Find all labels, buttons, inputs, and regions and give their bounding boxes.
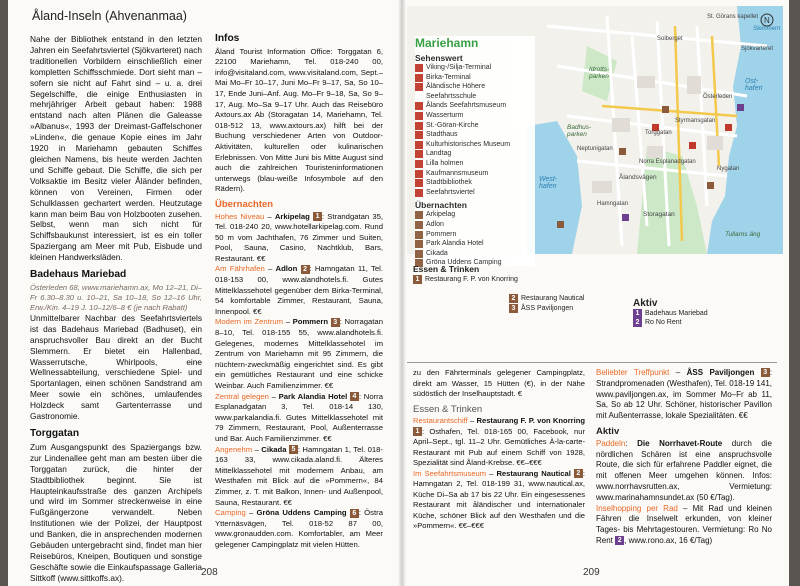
treff-text: : Strandpromenaden (Westhafen), Tel. 018-19 141, www.paviljongen.ax, im Sommer Mo–Fr ab 11, Sa, So ab 12 Uhr. Schöner, historischer Pavillon mit Außenterrasse, lokale Spezialitäten. €€ xyxy=(596,368,772,421)
city-map xyxy=(407,6,783,267)
map-label-tullarns: Tullarns äng xyxy=(725,231,761,238)
hotel-lead: Am Fährhafen xyxy=(215,264,265,274)
legend-hotel-label: Arkipelag xyxy=(426,211,456,219)
aktiv-heading: Aktiv xyxy=(596,425,620,437)
hotel-num: 4 xyxy=(350,392,359,401)
hotel-lead: Camping xyxy=(215,508,246,518)
legend-sight-label: Ålands Seefahrtsmuseum xyxy=(426,102,507,110)
legend-sight-item xyxy=(415,82,535,101)
essen-legend-right-list xyxy=(509,294,584,313)
legend-activity-item xyxy=(633,309,708,319)
hotel-name: Arkipelag xyxy=(274,211,310,221)
legend-food-num: 2 xyxy=(509,294,518,303)
hotel-num: 5 xyxy=(289,445,298,454)
hotel-num: 2 xyxy=(301,265,310,274)
legend-sight-label: Åländische Höhere Seefahrtsschule xyxy=(426,83,486,100)
aktiv-legend xyxy=(633,296,708,328)
hotel-text: : Norra Esplanadgatan 3, Tel. 018-14 130, www.parkalandia.fi. Gutes Mittelklassehotel mit 79 Zimmern, Restaurant, Pool, Außenterrasse und Bar. Auch Familienzimmer. €€ xyxy=(215,391,383,443)
intro-paragraph: Nahe der Bibliothek entstand in den letzten Jahren ein Seefahrtsviertel (Sjökvarteret) nach traditionellen Vorbildern einschließlich einer kompletten Schiffsschmiede. Dort sieht man – sofern sie nicht auf Fahrt sind – u. a. drei Segelschiffe, die einige Enthusiasten in mehrjähriger Arbeit gebaut haben: 1988 entstand nach alten Plänen die Galeasse »Albanus«, 1993 der Dreimast-Gaffelschoner »Linden«, die genaue Kopie eines im Jahr 1920 in Mariehamn gebauten Schiffes gleichen Namens, bis heute werden Jachten und Schiffe gebaut. Die Schiffe, die sich per Volksaktie im Besitz vieler Åländer befinden, können von Vereinen, Firmen oder Schulklassen gechartert werden. Heutzutage kann man beim Bau von Holzbooten zusehen. Selbst, wenn man sich nicht für Schiffsbaukunst interessiert, ist es ein toller Spaziergang am Meer mit Pub, Eisbude und kleinen Handwerksläden. xyxy=(30,34,202,263)
map-label-solberget: Solberget xyxy=(657,36,683,42)
hotel-num: 1 xyxy=(313,212,322,221)
legend-square-icon xyxy=(415,250,423,258)
legend-sight-label: Seefahrtsviertel xyxy=(426,188,475,196)
hotel-lead: Angenehm xyxy=(215,444,253,454)
treff-lead: Beliebter Treffpunkt xyxy=(596,368,670,377)
page-number-right: 209 xyxy=(583,567,600,578)
paddeln-name: Die Norrhavet-Route xyxy=(637,438,723,448)
legend-sight-item xyxy=(415,121,535,131)
uebernachten-legend-heading: Übernachten xyxy=(415,200,467,211)
map-label-neptunigatan: Neptunigatan xyxy=(577,146,613,152)
treff-entry: Beliebter Treffpunkt – ÅSS Paviljongen 3 : Strandpromenaden (Westhafen), Tel. 018-19 141, www.paviljongen.ax, im Sommer Mo–Fr ab 11, Sa, So ab 12 Uhr. Schöner, historischer Pavillon mit Außenterrasse, lokale Spezialitäten. €€ xyxy=(596,368,772,421)
torggatan-text: Zum Ausgangspunkt des Spaziergangs bzw. zur Lindenallee geht man am besten über die Torggatan zurück, die hinter der Stadtbibliothek beginnt. Sie ist Haupteinkaufsstraße des ganzen Archipels und wird im Sommer streckenweise in eine Fußgängerzone verwandelt. Neben Institutionen wie der Polizei, der Hauptpost und Banken, die in ansprechenden modernen Gebäuden untergebracht sind, findet man hier Reisebüros, Kneipen, Boutiquen und sonstige Geschäfte sowie die Einkaufspassage Galleria Sittkoff (www.sittkoffs.ax). xyxy=(30,441,202,583)
legend-hotel-item xyxy=(415,249,535,259)
paddeln-text: durch die nördlichen Schären ist eine anspruchsvolle Route, die sich für erfahrene Paddler eignet, die mit offenen Meer umgehen können. Infos: www.norrhavsrutten.ax, Vermietung: www.marinahamnsundet.ax (50 €/Tag). xyxy=(596,438,772,502)
legend-hotel-item xyxy=(415,220,535,230)
map-legend xyxy=(415,36,535,266)
hotel-lead: Modern im Zentrum xyxy=(215,317,284,327)
legend-sight-label: Viking-/Silja-Terminal xyxy=(426,64,492,71)
map-label-torggatan: Torggatan xyxy=(645,130,672,136)
infos-text: Åland Tourist Information Office: Torggatan 6, 22100 Mariehamn, Tel. 018-240 00, info@visitaland.com, www.visitaland.com, Sept.–Mai Mo–Fr 10–17, Juni Mo–Fr 9–17, Sa, So 10–17, Ende Juni–Anf. Aug. Mo–Fr 9–18, Sa, So 9–17, Aug. Mo–Sa 9–17 Uhr. Auch das Reisebüro Axtours.ax Ab (Storagatan 14, Mariehamn, Tel. 018-512 13, www.axtours.ax) hilft bei der Buchung verschiedener Arten von Outdoor-Aktivitäten, kulturellen oder kulinarischen Erlebnissen. Von Mitte Juni bis Mitte August sind auch die zahlreichen Touristeninformationen unterwegs (blau-weiße Infosymbole auf den Rädern). xyxy=(215,46,383,194)
legend-food-label: ÅSS Paviljongen xyxy=(521,304,574,312)
legend-square-icon xyxy=(415,83,423,91)
legend-square-icon xyxy=(415,74,423,82)
restaurant-entry: Restaurantschiff – Restaurang F. P. von Knorring 1 : Osthafen, Tel. 018-165 00, Facebook, nur April–Sept., tgl. 11–2 Uhr. Gemütliches À-la-carte-Restaurant mit Pub auf einem Schiff von 1928, Spezialität sind Åland-Krebse. €€–€€€ xyxy=(413,416,585,467)
legend-square-icon xyxy=(415,141,423,149)
restaurant-num: 2 xyxy=(574,469,583,478)
legend-activity-label: Badehaus Mariebad xyxy=(645,309,708,317)
legend-sight-label: Wasserturm xyxy=(426,111,464,119)
legend-sight-item xyxy=(415,101,535,111)
paddeln-entry: Paddeln: Die Norrhavet-Route durch die nördlichen Schären ist eine anspruchsvolle Route, die sich für erfahrene Paddler eignet, die mit offenen Meer umgehen können. Infos: www.norrhavsrutten.ax, Vermietung: www.marinahamnsundet.ax (50 €/Tag). xyxy=(596,438,772,502)
torggatan-heading: Torggatan xyxy=(30,428,80,439)
restaurant-name: Restaurang Nautical xyxy=(496,468,571,478)
legend-square-icon xyxy=(415,179,423,187)
legend-square-icon xyxy=(415,102,423,110)
legend-food-item xyxy=(509,304,584,314)
legend-square-icon xyxy=(415,160,423,168)
legend-square-icon xyxy=(415,131,423,139)
legend-square-icon xyxy=(415,150,423,158)
legend-hotel-label: Adlon xyxy=(426,220,444,228)
infos-heading: Infos xyxy=(215,33,240,44)
restaurant-num: 1 xyxy=(413,427,422,436)
legend-sight-label: St.-Göran-Kirche xyxy=(426,121,479,129)
hotel-text: : Hamngatan 1, Tel. 018-163 33, www.cikada.aland.fi. Älteres Mittelklassehotel mit modernem Anbau, am Westhafen mit Blick auf die »Pommern«, 84 Zimmer, z. T. mit Balkon, Innen- und Außenpool, Sauna, Restaurant. €€ xyxy=(215,444,383,507)
rad-text2: , www.rono.ax, 16 €/Tag) xyxy=(624,535,713,545)
legend-square-icon xyxy=(415,170,423,178)
legend-sight-item xyxy=(415,169,535,179)
legend-sight-label: Stadtbibliothek xyxy=(426,179,472,187)
rad-text: – Mit Rad und kleinen Fähren die Inselwelt erkunden, von kleiner Tages- bis Mehrtagestouren. Vermietung: Ro No Rent xyxy=(596,503,772,545)
rad-lead: Inselhopping per Rad xyxy=(596,503,678,513)
uebernachten-list xyxy=(415,210,535,268)
hotel-list xyxy=(215,212,383,551)
legend-food-label: Restaurang Nautical xyxy=(521,295,585,302)
legend-square-icon xyxy=(415,112,423,120)
legend-square-icon xyxy=(415,221,423,229)
hotel-entry: Zentral gelegen – Park Alandia Hotel 4 : Norra Esplanadgatan 3, Tel. 018-14 130, www.parkalandia.fi. Gutes Mittelklassehotel mit 79 Zimmern, Restaurant, Pool, Außenterrasse und Bar. Auch Familienzimmer. €€ xyxy=(215,391,383,443)
legend-sight-item xyxy=(415,111,535,121)
essen-heading: Essen & Trinken xyxy=(413,403,483,415)
legend-sight-label: Landtag xyxy=(426,150,452,158)
legend-square-icon xyxy=(415,231,423,239)
essen-legend-left xyxy=(413,275,518,285)
hotel-name: Adlon xyxy=(275,264,298,274)
hotel-num: 6 xyxy=(350,509,359,518)
essen-legend-right xyxy=(509,294,584,313)
legend-sight-label: Lilla holmen xyxy=(426,159,464,167)
map-label-west: West-hafen xyxy=(539,176,558,190)
map-label-styrmansgatan: Styrmansgatan xyxy=(675,118,716,124)
hotel-name: Cikada xyxy=(261,444,287,454)
hotel-text: : Östra Ytternäsvägen, Tel. 018-52 87 00, www.gronaudden.com. Komfortabler, am Meer gelegener Campingplatz mit vielen Hütten. xyxy=(215,508,383,549)
hotel-text: : Norragatan 8–10, Tel. 018-155 55, www.alandhotels.fi. Gelegenes, modernes Mittelklassehotel im Zentrum von Mariehamn mit 95 Zimmern, die nüchtern-zweckmäßig eingerichtet sind. Es gibt ein gemütliches Restaurant und eine schicke Weinbar. Auch Familienzimmer. €€ xyxy=(215,317,383,390)
legend-food-label: Restaurang F. P. von Knorring xyxy=(425,275,518,283)
right-column-2 xyxy=(596,368,772,547)
left-page xyxy=(8,0,401,586)
right-column-1 xyxy=(413,368,585,532)
map-label-ost: Ost-hafen xyxy=(745,78,763,92)
legend-square-icon xyxy=(415,211,423,219)
legend-activity-label: Ro No Rent xyxy=(645,319,682,327)
restaurant-lead: Im Seefahrtsmuseum xyxy=(413,468,487,478)
legend-sight-label: Kaufmannsmuseum xyxy=(426,169,489,177)
legend-activity-num: 1 xyxy=(633,309,642,318)
hotel-lead: Hohes Niveau xyxy=(215,211,265,221)
legend-hotel-label: Gröna Uddens Camping xyxy=(426,259,502,267)
legend-sight-item xyxy=(415,188,535,198)
hotel-entry: Modern im Zentrum – Pommern 3 : Norragatan 8–10, Tel. 018-155 55, www.alandhotels.fi. Gelegenes, modernes Mittelklassehotel im Zentrum von Mariehamn mit 95 Zimmern, die nüchtern-zweckmäßig eingerichtet sind. Es gibt ein gemütliches Restaurant und eine schicke Weinbar. Auch Familienzimmer. €€ xyxy=(215,317,383,390)
legend-sight-label: Kulturhistorisches Museum xyxy=(426,140,511,148)
hotel-num: 3 xyxy=(331,318,340,327)
map-label-aland: Ålandsvägen xyxy=(619,174,657,181)
legend-hotel-item xyxy=(415,210,535,220)
sehenswert-heading: Sehenswert xyxy=(415,53,463,63)
legend-sight-label: Stadthaus xyxy=(426,131,458,139)
map-label-nygatan: Nygatan xyxy=(717,166,740,172)
badehaus-text: Unmittelbarer Nachbar des Seefahrtsviertels ist das Badehaus Mariebad (Badhuset), ein anspruchsvoller Bau direkt an der Bucht Slemmern. Er bietet ein Hallenbad, Wasserrutsche, Whirlpools, eine Wellnessabteilung, verschiedene Spiel- und Sportanlagen, einen schönen Sandstrand am Meer sowie ein schönes, umlaufendes Holzdeck samt Gartenterrasse und Gastronomie. xyxy=(30,312,202,422)
hotel-text: : Hamngatan 11, Tel. 018-153 00, www.alandhotels.fi. Gutes Mittelklassehotel gegenüber dem Birka-Terminal, 54 komfortable Zimmer, Restaurant, Sauna, Innenpool. €€ xyxy=(215,264,383,316)
hotel-name: Pommern xyxy=(292,317,329,327)
legend-square-icon xyxy=(415,122,423,130)
legend-sight-item xyxy=(415,140,535,150)
restaurant-lead: Restaurantschiff xyxy=(413,416,468,425)
legend-sight-item xyxy=(415,178,535,188)
page-number-left: 208 xyxy=(201,567,218,578)
legend-sight-item xyxy=(415,149,535,159)
running-head: Åland-Inseln (Ahvenanmaa) xyxy=(32,9,187,23)
legend-hotel-label: Cikada xyxy=(426,249,448,257)
aktiv-legend-list xyxy=(633,309,708,328)
legend-hotel-item xyxy=(415,239,535,249)
camping-text: zu den Fährterminals gelegener Campingplatz, direkt am Wasser, 15 Hütten (€), in der Nähe südöstlich der Inselhauptstadt. € xyxy=(413,368,585,398)
treff-name: ÅSS Paviljongen xyxy=(686,368,755,377)
map-label-storagatan: Storagatan xyxy=(643,211,675,218)
legend-sight-item xyxy=(415,63,535,73)
legend-sight-label: Birka-Terminal xyxy=(426,73,471,81)
divider xyxy=(407,362,777,363)
hotel-entry: Am Fährhafen – Adlon 2 : Hamngatan 11, Tel. 018-153 00, www.alandhotels.fi. Gutes Mittelklassehotel gegenüber dem Birka-Terminal, 54 komfortable Zimmer, Restaurant, Sauna, Innenpool. €€ xyxy=(215,264,383,316)
paddeln-lead: Paddeln xyxy=(596,438,626,448)
map-label-hamngatan: Hamngatan xyxy=(597,201,629,207)
legend-sight-item xyxy=(415,130,535,140)
map-label-kapellet: St. Görans kapellet xyxy=(707,14,759,20)
legend-sight-item xyxy=(415,159,535,169)
left-column-1 xyxy=(30,34,202,584)
rad-entry xyxy=(596,504,772,547)
map-title: Mariehamn xyxy=(415,36,479,50)
hotel-name: Gröna Uddens Camping xyxy=(256,508,347,518)
legend-square-icon xyxy=(415,240,423,248)
legend-hotel-label: Pommern xyxy=(426,230,457,238)
restaurant-name: Restaurang F. P. von Knorring xyxy=(476,416,585,425)
svg-text:N: N xyxy=(764,16,770,25)
map-label-sjokvarteret: Sjökvarteret xyxy=(741,46,774,52)
right-page xyxy=(401,0,789,586)
hotel-entry: Camping – Gröna Uddens Camping 6 : Östra Ytternäsvägen, Tel. 018-52 87 00, www.gronaudden.com. Komfortabler, am Meer gelegener Campingplatz mit vielen Hütten. xyxy=(215,508,383,549)
hotel-name: Park Alandia Hotel xyxy=(278,391,348,401)
map-label-slemmern: Slemmern xyxy=(753,26,781,32)
map-label-badhus: Badhus-parken xyxy=(567,124,592,138)
hotel-entry: Hohes Niveau – Arkipelag 1 : Strandgatan 35, Tel. 018-240 20, www.hotellarkipelag.com. Rund 50 m vom Jachthafen, 76 Zimmer und Suiten, Pool, Sauna, Casino, Nachtklub, Bars, Restaurant. €€ xyxy=(215,211,384,263)
hotel-text: : Strandgatan 35, Tel. 018-240 20, www.hotellarkipelag.com. Rund 50 m vom Jachthafen, 76 Zimmer und Suiten, Pool, Sauna, Casino, Nachtklub, Bars, Restaurant. €€ xyxy=(215,211,384,263)
hotel-lead: Zentral gelegen xyxy=(215,391,269,401)
hotel-entry: Angenehm – Cikada 5 : Hamngatan 1, Tel. 018-163 33, www.cikada.aland.fi. Älteres Mittelklassehotel mit modernem Anbau, am Westhafen mit Blick auf die »Pommern«, 84 Zimmer, z. T. mit Balkon, Innen- und Außenpool, Sauna, Restaurant. €€ xyxy=(215,444,383,507)
restaurant-text: : Hamngatan 2, Tel. 018-199 31, www.nautical.ax, Küche Di–Sa ab 17 bis 22 Uhr. Ein eingesessenes Restaurant mit åländischer und internationaler Küche, schöner Blick auf den Westhafen und die »Pommern«. €€–€€€ xyxy=(413,468,585,530)
legend-activity-item xyxy=(633,318,708,328)
left-column-2 xyxy=(215,34,383,551)
treff-num: 3 xyxy=(761,368,770,377)
rad-num: 2 xyxy=(615,536,624,545)
legend-hotel-item xyxy=(415,230,535,240)
legend-food-item xyxy=(509,294,584,304)
map-label-osterleden: Österleden xyxy=(703,94,733,100)
essen-legend-heading: Essen & Trinken xyxy=(413,264,480,274)
badehaus-heading: Badehaus Mariebad xyxy=(30,269,127,281)
legend-hotel-label: Park Alandia Hotel xyxy=(426,240,484,248)
aktiv-legend-heading: Aktiv xyxy=(633,298,658,309)
restaurant-text: : Osthafen, Tel. 018-165 00, Facebook, nur April–Sept., tgl. 11–2 Uhr. Gemütliches À-la-carte-Restaurant mit Pub auf einem Schiff von 1928, Spezialität sind Åland-Krebse. €€–€€€ xyxy=(413,426,585,467)
legend-square-icon xyxy=(415,189,423,197)
uebernachten-heading: Übernachten xyxy=(215,198,274,210)
sehenswert-list xyxy=(415,63,535,197)
legend-food-num: 1 xyxy=(413,275,422,284)
legend-sight-item xyxy=(415,73,535,83)
map-label-norra: Norra Esplanadgatan xyxy=(639,159,696,165)
legend-activity-num: 2 xyxy=(633,318,642,327)
badehaus-info: Österleden 68, www.mariehamn.ax, Mo 12–21, Di–Fr 6.30–8.30 u. 10–21, Sa 10–18, So 12–16 Uhr, Erw./Kin. 4–19 J. 10–12/6–8 € (je nach Rabatt) xyxy=(30,282,202,312)
legend-food-num: 3 xyxy=(509,304,518,313)
essen-legend xyxy=(413,262,518,284)
restaurant-entry: Im Seefahrtsmuseum – Restaurang Nautical 2 : Hamngatan 2, Tel. 018-199 31, www.nautical.ax, Küche Di–Sa ab 17 bis 22 Uhr. Ein eingesessenes Restaurant mit åländischer und internationaler Küche, schöner Blick auf den Westhafen und die »Pommern«. €€–€€€ xyxy=(413,468,585,530)
legend-square-icon xyxy=(415,64,423,72)
map-label-idrotts: Idrotts-parken xyxy=(589,66,610,80)
essen-list xyxy=(413,416,585,532)
legend-food-item xyxy=(413,275,518,285)
